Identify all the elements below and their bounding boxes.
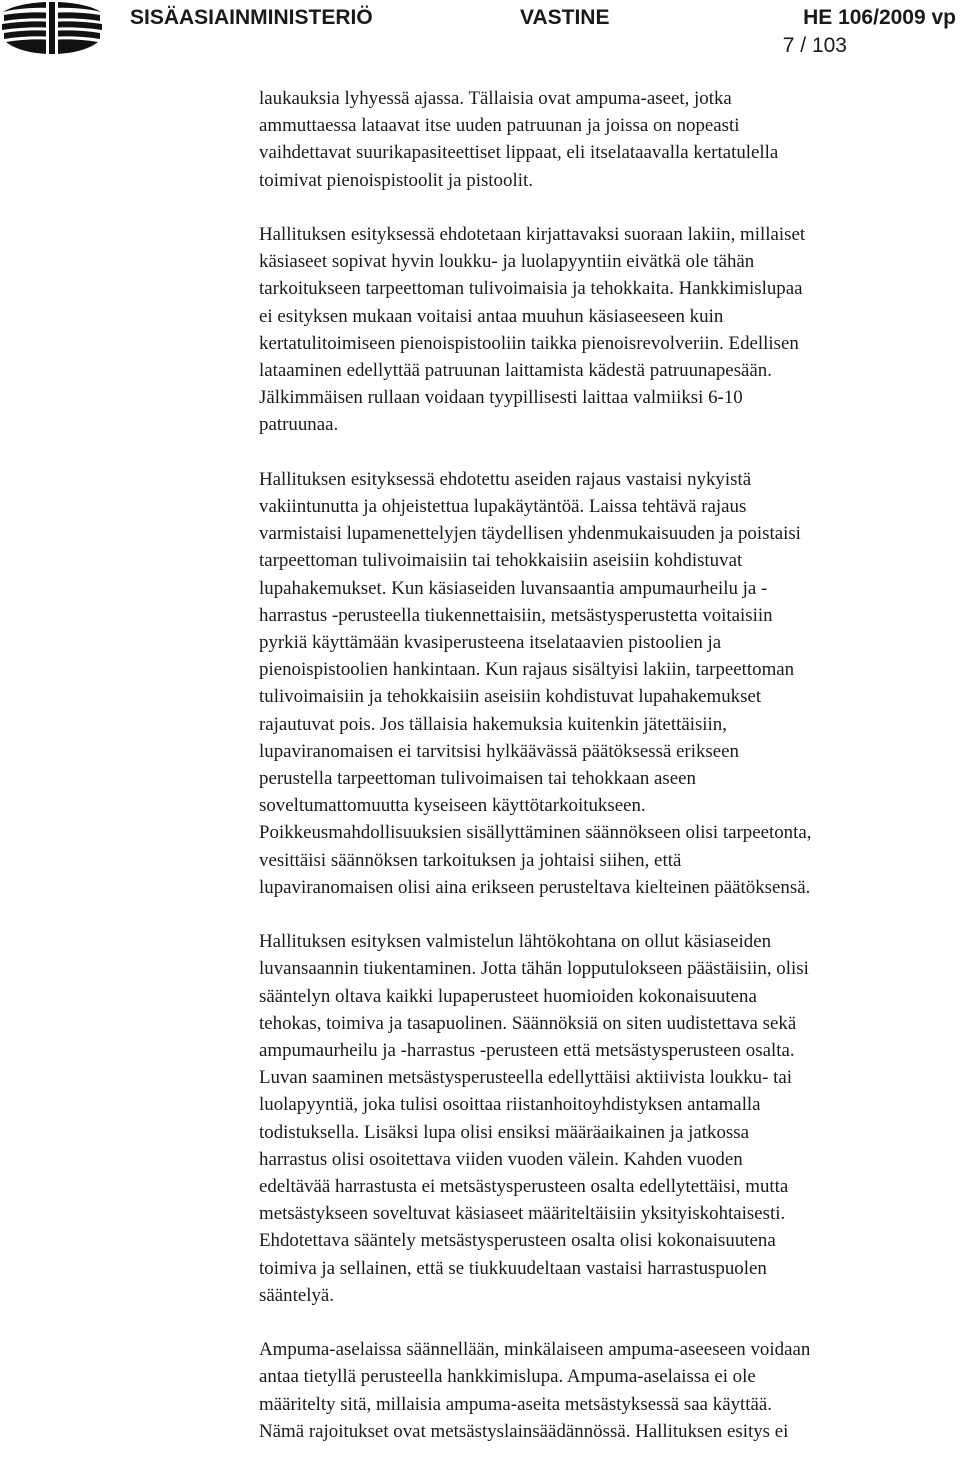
paragraph-3 bbox=[259, 466, 960, 901]
text-line: sääntelyn oltava kaikki lupaperusteet huomioiden kokonaisuutena bbox=[259, 985, 757, 1007]
text-line: tehokas, toimiva ja tasapuolinen. Säännöksiä on siten uudistettava sekä bbox=[259, 1012, 797, 1034]
text-line: ampumaurheilu ja -harrastus -perusteen että metsästysperusteen osalta. bbox=[259, 1040, 795, 1062]
text-line: lataaminen edellyttää patruunan laittamista kädestä patruunapesään. bbox=[259, 360, 772, 382]
text-line: laukauksia lyhyessä ajassa. Tällaisia ovat ampuma-aseet, jotka bbox=[259, 88, 732, 109]
paragraph-2 bbox=[259, 221, 960, 439]
text-line: tulivoimaisiin ja tehokkaisiin aseisiin kohdistuvat lupahakemukset bbox=[259, 686, 762, 708]
document-type: VASTINE bbox=[520, 6, 610, 29]
text-line: lupaviranomaisen olisi aina erikseen perusteltava kielteinen päätöksensä. bbox=[259, 876, 811, 898]
text-line: tarkoitukseen tarpeettoman tulivoimaisia ja tehokkaita. Hankkimislupaa bbox=[259, 278, 803, 300]
paragraph-1 bbox=[259, 85, 960, 194]
text-line: Ampuma-aselaissa säännellään, minkälaiseen ampuma-aseeseen voidaan bbox=[259, 1339, 811, 1361]
page-number: 7 / 103 bbox=[782, 34, 847, 57]
text-line: lupaviranomaisen ei tarvitsisi hylkäävässä päätöksessä erikseen bbox=[259, 740, 739, 762]
text-line: patruunaa. bbox=[259, 414, 339, 436]
text-line: harrastus olisi osoitettava viiden vuoden välein. Kahden vuoden bbox=[259, 1148, 743, 1170]
text-line: vaihdettavat suurikapasiteettiset lippaat, eli itselataavalla kertatulella bbox=[259, 142, 779, 164]
text-line: harrastus -perusteella tiukennettaisiin, metsästysperustetta voitaisiin bbox=[259, 604, 773, 626]
document-reference: HE 106/2009 vp bbox=[803, 6, 956, 29]
text-line: kertatulitoimiseen pienoispistooliin taikka pienoisrevolveriin. Edellisen bbox=[259, 332, 799, 354]
text-line: toimiva ja sellainen, että se tiukkuudeltaan vastaisi harrastuspuolen bbox=[259, 1257, 767, 1279]
page-header bbox=[130, 5, 960, 31]
ministry-emblem-icon bbox=[0, 0, 104, 56]
text-line: Luvan saaminen metsästysperusteella edellyttäisi aktiivista loukku- tai bbox=[259, 1067, 792, 1089]
ministry-logo bbox=[0, 0, 104, 56]
text-line: varmistaisi lupamenettelyjen täydellisen yhdenmukaisuuden ja poistaisi bbox=[259, 523, 801, 545]
text-line: Hallituksen esityksessä ehdotettu aseiden rajaus vastaisi nykyistä bbox=[259, 468, 752, 490]
text-line: ei esityksen mukaan voitaisi antaa muuhun käsiaseeseen kuin bbox=[259, 305, 724, 327]
text-line: pyrkiä käyttämään kvasiperusteena itselataavien pistoolien ja bbox=[259, 632, 722, 654]
text-line: Hallituksen esityksessä ehdotetaan kirjattavaksi suoraan lakiin, millaiset bbox=[259, 224, 806, 245]
text-line: todistuksella. Lisäksi lupa olisi ensiksi määräaikainen ja jatkossa bbox=[259, 1121, 750, 1143]
text-line: pienoispistoolien hankintaan. Kun rajaus sisältyisi lakiin, tarpeettoman bbox=[259, 659, 795, 681]
text-line: sääntelyä. bbox=[259, 1284, 334, 1306]
text-line: luvansaannin tiukentaminen. Jotta tähän lopputulokseen päästäisiin, olisi bbox=[259, 958, 809, 980]
text-line: Hallituksen esityksen valmistelun lähtökohtana on ollut käsiaseiden bbox=[259, 931, 772, 953]
text-line: antaa tietyllä perusteella hankkimislupa. Ampuma-aselaissa ei ole bbox=[259, 1366, 756, 1388]
text-line: Ehdotettava sääntely metsästysperusteen osalta olisi kokonaisuutena bbox=[259, 1230, 776, 1252]
text-line: vakiintunutta ja ohjeistettua lupakäytäntöä. Laissa tehtävä rajaus bbox=[259, 496, 747, 518]
paragraph-4 bbox=[259, 928, 960, 1309]
text-line: luolapyyntiä, joka tulisi osoittaa riistanhoitoyhdistyksen antamalla bbox=[259, 1094, 761, 1116]
text-line: metsästykseen soveltuvat käsiaseet määriteltäisiin yksityiskohtaisesti. bbox=[259, 1203, 786, 1225]
text-line: perustella tarpeettoman tulivoimaisen tai tehokkaan aseen bbox=[259, 768, 696, 790]
text-line: käsiaseet sopivat hyvin loukku- ja luolapyyntiin eivätkä ole tähän bbox=[259, 251, 755, 273]
ministry-name: SISÄASIAINMINISTERIÖ bbox=[130, 6, 373, 29]
document-body bbox=[259, 85, 960, 1472]
text-line: ammuttaessa lataavat itse uuden patruunan ja joissa on nopeasti bbox=[259, 115, 740, 137]
text-line: Jälkimmäisen rullaan voidaan tyypillisesti laittaa valmiiksi 6-10 bbox=[259, 387, 743, 409]
text-line: rajautuvat pois. Jos tällaisia hakemuksia kuitenkin jätettäisiin, bbox=[259, 713, 727, 735]
text-line: Nämä rajoitukset ovat metsästyslainsäädännössä. Hallituksen esitys ei bbox=[259, 1420, 789, 1442]
text-line: toimivat pienoispistoolit ja pistoolit. bbox=[259, 169, 533, 191]
text-line: lupahakemukset. Kun käsiaseiden luvansaantia ampumaurheilu ja - bbox=[259, 577, 768, 599]
text-line: Poikkeusmahdollisuuksien sisällyttäminen säännökseen olisi tarpeetonta, bbox=[259, 822, 812, 844]
text-line: edeltävää harrastusta ei metsästysperusteen osalta edellytettäisi, mutta bbox=[259, 1176, 789, 1198]
text-line: tarpeettoman tulivoimaisiin tai tehokkaisiin aseisiin kohdistuvat bbox=[259, 550, 743, 572]
paragraph-5 bbox=[259, 1336, 960, 1445]
text-line: vesittäisi säännöksen tarkoituksen ja johtaisi siihen, että bbox=[259, 849, 682, 871]
text-line: soveltumattomuutta kyseiseen käyttötarkoitukseen. bbox=[259, 795, 646, 817]
text-line: määritelty sitä, millaisia ampuma-aseita metsästyksessä saa käyttää. bbox=[259, 1393, 773, 1415]
